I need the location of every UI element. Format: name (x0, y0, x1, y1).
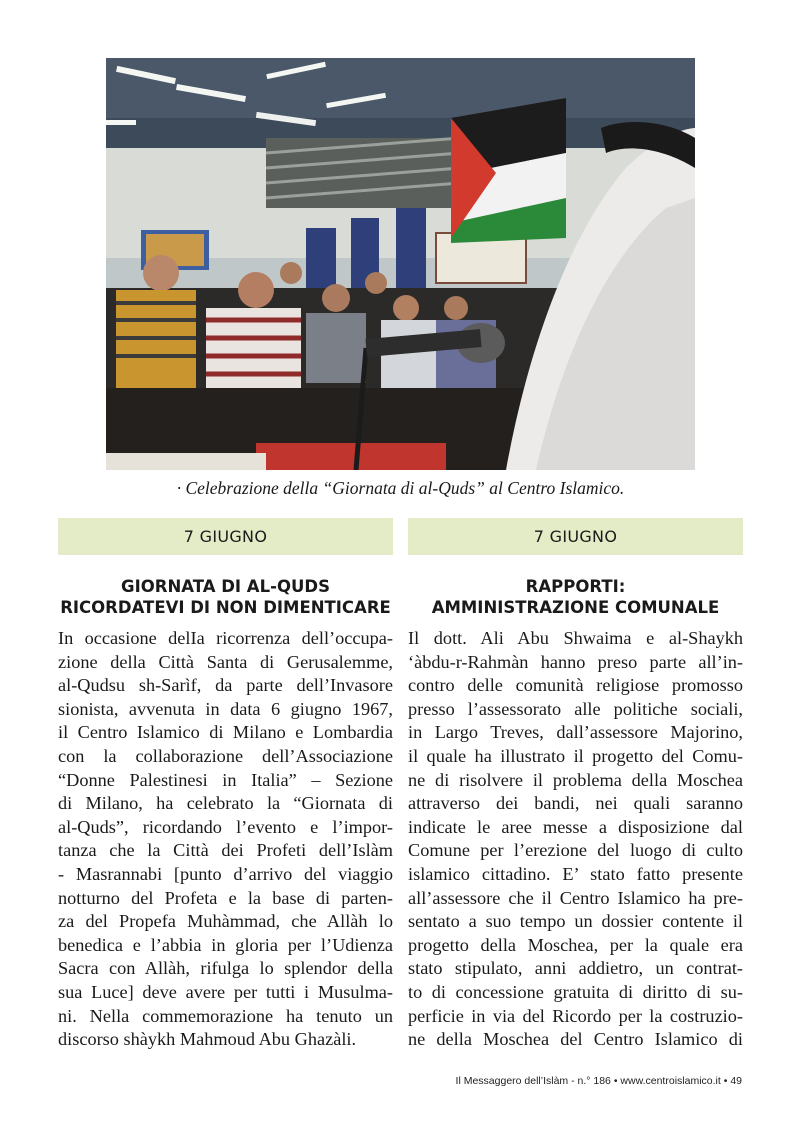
text-line: sentato a suo tempo un dossier contente il (408, 911, 743, 932)
text-line: Il dott. Ali Abu Shwaima e al-Shaykh (408, 628, 743, 648)
text-line: benedica e l’abbia in gloria per l’Udienza (58, 934, 393, 955)
text-line: - Masrannabi [punto d’arrivo del viaggio (58, 863, 393, 884)
text-line: islamico cittadino. E’ stato fatto presente (408, 863, 743, 884)
text-line: sionista, avvenuta in data 6 giugno 1967, (58, 698, 393, 719)
text-line: all’assessore che il Centro Islamico ha pre- (408, 887, 743, 908)
text-line: indicate le aree messe a disposizione dal (408, 816, 743, 837)
text-line: ‘àbdu-r-Rahmàn hanno preso parte all’in- (408, 651, 743, 672)
text-line: ne della Moschea del Centro Islamico di (408, 1029, 743, 1050)
text-line: zione della Città Santa di Gerusalemme, (58, 651, 393, 672)
text-line: In occasione delIa ricorrenza dell’occupa- (58, 628, 393, 648)
photo-caption: · Celebrazione della “Giornata di al-Quds” al Centro Islamico. (176, 478, 625, 498)
text-line: al-Qudsu sh-Sarìf, da parte dell’Invasore (58, 675, 393, 696)
article-body-right (408, 627, 743, 1052)
text-line: discorso shàykh Mahmoud Abu Ghazàli. (58, 1029, 357, 1050)
text-line: stato stipulato, anni addietro, un contrat- (408, 958, 743, 979)
text-line: presso l’assessorato alle politiche sociali, (408, 698, 743, 719)
date-bar-right (408, 518, 743, 555)
footer-website[interactable]: www.centroislamico.it (620, 1075, 721, 1087)
footer-separator: • (723, 1075, 731, 1087)
photo-image (106, 58, 695, 470)
text-line: il Centro Islamico di Milano e Lombardia (58, 722, 393, 743)
date-bar-left (58, 518, 393, 555)
footer-separator: • (613, 1075, 621, 1087)
text-line: in Largo Treves, dall’assessore Majorino, (408, 722, 743, 743)
heading-line: AMMINISTRAZIONE COMUNALE (431, 598, 720, 617)
text-line: progetto della Moschea, per la quale era (408, 934, 743, 955)
text-line: con la collaborazione dell’Associazione (58, 745, 393, 766)
text-line: il quale ha illustrato il progetto del Comu- (408, 745, 743, 766)
date-label-right: 7 GIUGNO (533, 527, 618, 546)
text-line: di Milano, ha celebrato la “Giornata di (58, 793, 393, 814)
heading-line: RICORDATEVI DI NON DIMENTICARE (60, 598, 391, 617)
page-number: 49 (730, 1075, 742, 1087)
heading-line: RAPPORTI: (525, 577, 626, 596)
article-body-left (58, 627, 393, 1052)
text-line: za del Propefa Muhàmmad, che Allàh lo (58, 911, 393, 932)
text-line: “Donne Palestinesi in Italia” – Sezione (58, 769, 393, 790)
text-line: perficie in via del Ricordo per la costruzio- (408, 1005, 743, 1026)
page-footer (456, 1075, 742, 1087)
text-line: sua Luce] deve avere per tutti i Musulma- (58, 981, 393, 1002)
text-line: attraverso dei bandi, nei quali saranno (408, 793, 743, 814)
event-photo (106, 58, 695, 470)
text-line: Comune per l’erezione del luogo di culto (408, 840, 743, 861)
text-line: ni. Nella commemorazione ha tenuto un (58, 1005, 393, 1026)
text-line: tanza che la Città dei Profeti dell’Islàm (58, 840, 393, 861)
footer-publication: Il Messaggero dell’Islàm - n.° 186 (455, 1075, 611, 1087)
text-line: al-Quds”, ricordando l’evento e l’impor- (58, 816, 393, 837)
text-line: to di concessione gratuita di diritto di su- (408, 981, 743, 1002)
text-line: ne di risolvere il problema della Moschea (408, 769, 743, 790)
article-heading-right (408, 576, 743, 618)
date-label-left: 7 GIUGNO (183, 527, 268, 546)
article-heading-left (58, 576, 393, 618)
text-line: Sacra con Allàh, rifulga lo splendor della (58, 958, 393, 979)
heading-line: GIORNATA DI AL-QUDS (121, 577, 330, 596)
text-line: contro delle comunità religiose promosso (408, 675, 743, 696)
text-line: notturno del Profeta e la base di parten- (58, 887, 393, 908)
